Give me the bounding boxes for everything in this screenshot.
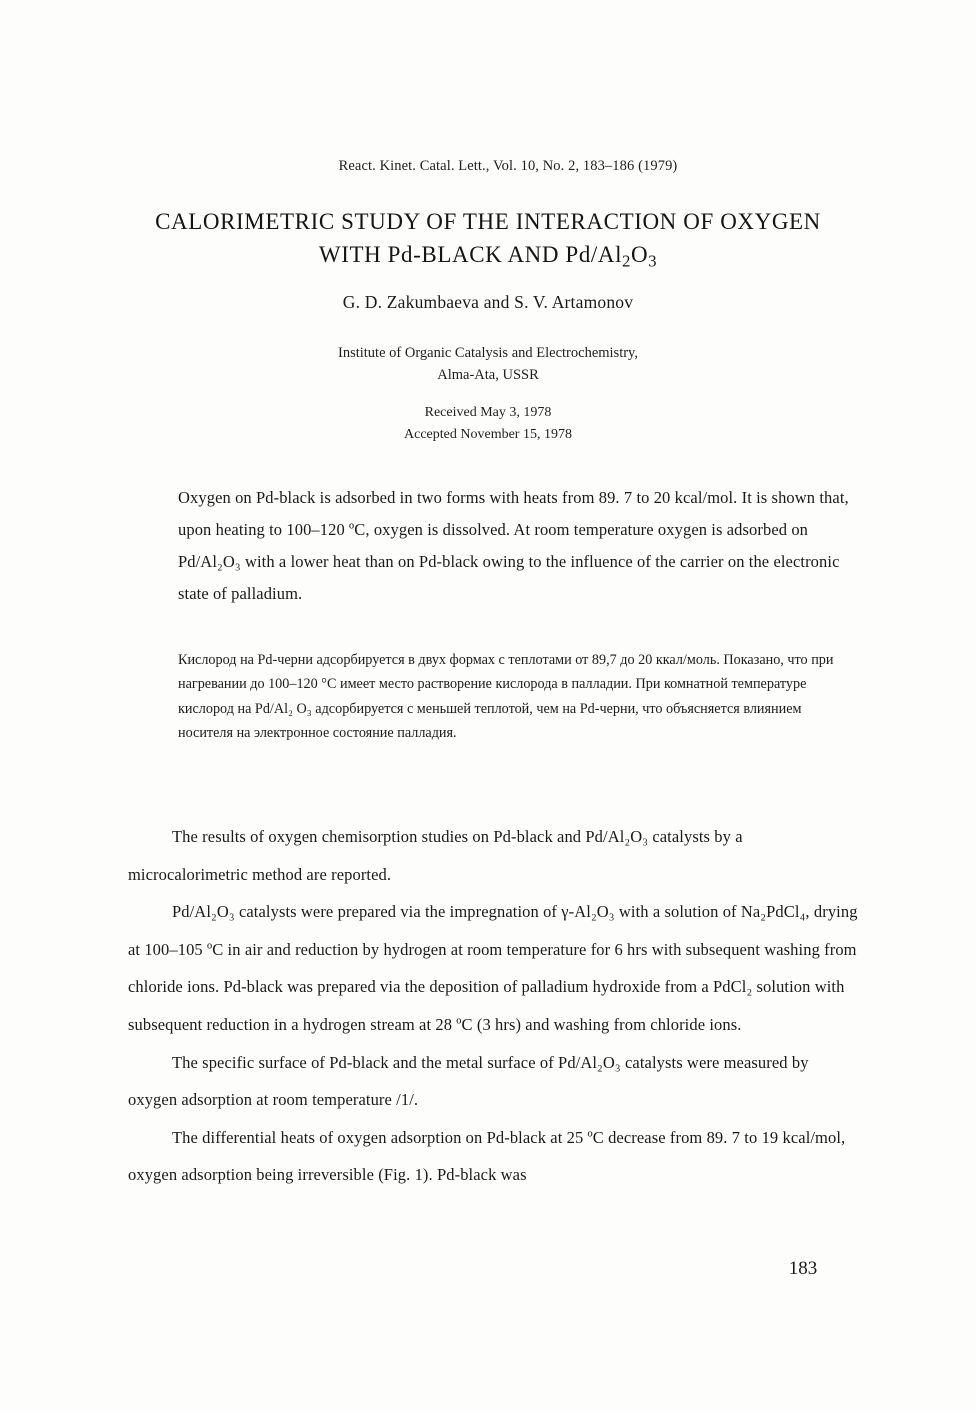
affiliation-line-2: Alma-Ata, USSR [437, 367, 539, 384]
title-line-2-mid: O [631, 242, 649, 268]
body-text [128, 818, 858, 1194]
abstract-russian: Кислород на Pd-черни адсорбируется в двух формах с теплотами от 89,7 до 20 ккал/моль. Показано, что при нагревании до 100–120 °C имеет место растворение кислорода в палладии. При комнатной температуре кислород на Pd/Al₂ O₃ адсорбируется с меньшей теплотой, чем на Pd-черни, что объясняется влиянием носителя на электронное состояние палладия. [178, 652, 834, 742]
affiliation-line-1: Institute of Organic Catalysis and Electrochemistry, [338, 345, 638, 361]
page-title [0, 205, 976, 274]
title-line-2-pre: WITH Pd-BLACK AND Pd/Al [318, 242, 623, 268]
body-paragraph-4: The differential heats of oxygen adsorption on Pd-black at 25 ºC decrease from 89. 7 to 19 kcal/mol, oxygen adsorption being irreversible (Fig. 1). Pd-black was [128, 1127, 846, 1185]
accepted-date: Accepted November 15, 1978 [404, 427, 572, 443]
abstract-english: Oxygen on Pd-black is adsorbed in two forms with heats from 89. 7 to 20 kcal/mol. It is shown that, upon heating to 100–120 ºC, oxygen is dissolved. At room temperature oxygen is adsorbed on Pd/Al₂O₃ with a lower heat than on Pd-black owing to the influence of the carrier on the electronic state of palladium. [178, 488, 849, 603]
body-paragraph-3: The specific surface of Pd-black and the metal surface of Pd/Al₂O₃ catalysts were measured by oxygen adsorption at room temperature /1/. [128, 1052, 809, 1110]
title-sub-1: 2 [622, 251, 631, 271]
submission-dates [0, 402, 976, 447]
title-line-1: CALORIMETRIC STUDY OF THE INTERACTION OF OXYGEN [155, 209, 821, 234]
journal-reference: React. Kinet. Catal. Lett., Vol. 10, No. 2, 183–186 (1979) [338, 158, 678, 174]
body-paragraph-2: Pd/Al₂O₃ catalysts were prepared via the impregnation of γ-Al₂O₃ with a solution of Na₂PdCl₄, drying at 100–105 ºC in air and reduction by hydrogen at room temperature for 6 hrs with subsequent washing from chloride ions. Pd-black was prepared via the deposition of palladium hydroxide from a PdCl₂ solution with subsequent reduction in a hydrogen stream at 28 ºC (3 hrs) and washing from chloride ions. [128, 902, 858, 1035]
body-paragraph-1: The results of oxygen chemisorption studies on Pd-black and Pd/Al₂O₃ catalysts by a microcalorimetric method are reported. [128, 827, 743, 884]
affiliation [0, 342, 976, 387]
page-number: 183 [788, 1258, 818, 1279]
title-sub-2: 3 [648, 251, 658, 271]
title-line-2 [0, 238, 976, 274]
author-list: G. D. Zakumbaeva and S. V. Artamonov [342, 292, 634, 312]
received-date: Received May 3, 1978 [424, 405, 552, 420]
